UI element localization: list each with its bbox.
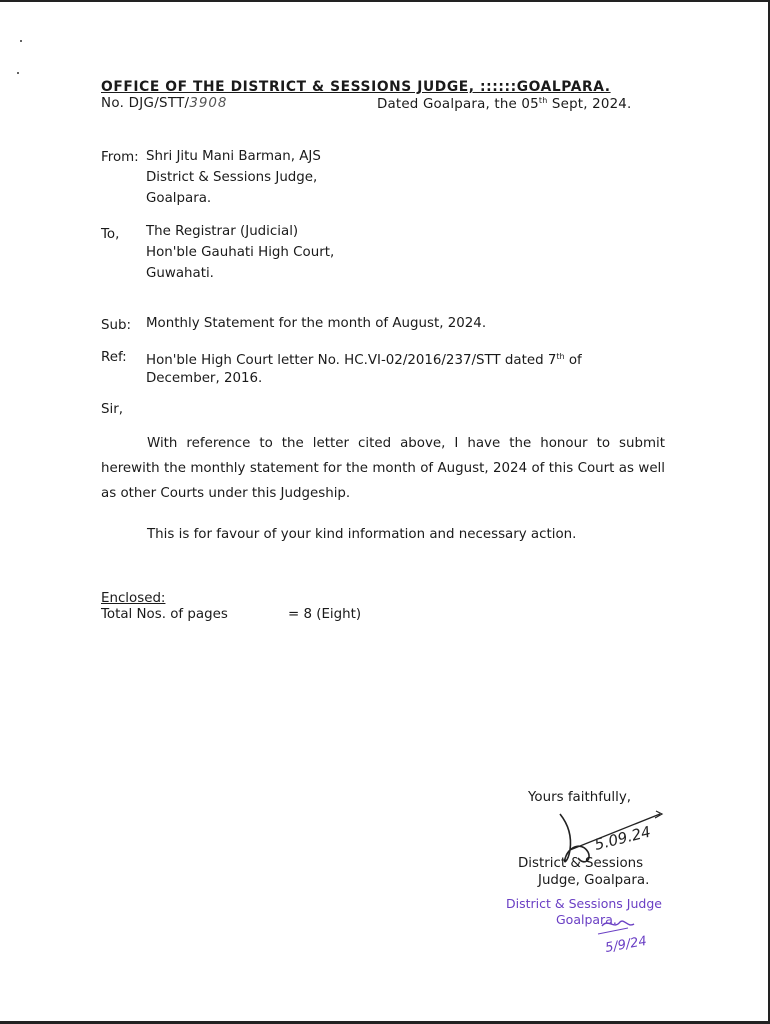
total-pages-value: = 8 (Eight)	[288, 607, 362, 622]
to-line-2: Hon'ble Gauhati High Court,	[146, 245, 335, 260]
designation-line-1: District & Sessions	[518, 856, 644, 871]
from-line-1: Shri Jitu Mani Barman, AJS	[146, 149, 321, 164]
reference-line-1-prefix: Hon'ble High Court letter No. HC.VI-02/2016/237/STT dated 7	[146, 353, 557, 368]
letter-date	[377, 96, 631, 112]
reference-line-1-suffix: of	[564, 353, 582, 368]
total-pages-label: Total Nos. of pages	[101, 607, 228, 622]
to-label: To,	[101, 227, 120, 242]
stamp-line-2: Goalpara.	[556, 912, 617, 927]
from-block	[146, 146, 321, 209]
reference-number	[101, 96, 227, 111]
reference-label: Ref:	[101, 350, 127, 365]
stamp-handwritten-date: 5/9/24	[604, 933, 648, 956]
scan-speck	[20, 40, 22, 42]
to-block	[146, 221, 334, 284]
body-paragraph-1: With reference to the letter cited above, I have the honour to submit herewith the monthly statement for the month of August, 2024 of this Court as well as other Courts under this Judgeship.	[101, 436, 665, 501]
body-paragraph-2: This is for favour of your kind information and necessary action.	[147, 527, 577, 542]
reference-block	[146, 348, 582, 388]
closing-yours-faithfully: Yours faithfully,	[528, 790, 632, 805]
reference-line-2: December, 2016.	[146, 371, 263, 386]
from-line-2: District & Sessions Judge,	[146, 170, 318, 185]
reference-line-1	[146, 348, 582, 370]
letter-date-sup: th	[538, 96, 548, 105]
enclosed-label: Enclosed:	[101, 591, 166, 606]
subject-label: Sub:	[101, 318, 131, 333]
letter-date-suffix: Sept, 2024.	[547, 97, 632, 112]
reference-sup: th	[556, 352, 565, 361]
from-label: From:	[101, 150, 139, 165]
reference-number-handwritten: 3908	[189, 96, 228, 111]
designation-line-2: Judge, Goalpara.	[538, 873, 650, 888]
salutation: Sir,	[101, 402, 123, 417]
from-line-3: Goalpara.	[146, 191, 212, 206]
signature-date: 5.09.24	[592, 822, 653, 854]
to-line-3: Guwahati.	[146, 266, 214, 281]
office-title: OFFICE OF THE DISTRICT & SESSIONS JUDGE, ::::::GOALPARA.	[101, 79, 611, 95]
subject-text: Monthly Statement for the month of August, 2024.	[146, 316, 487, 331]
stamp-initial-signature	[594, 912, 674, 960]
scan-speck	[17, 72, 19, 74]
reference-number-prefix: No. DJG/STT/	[101, 96, 190, 111]
to-line-1: The Registrar (Judicial)	[146, 224, 299, 239]
page-border-top	[0, 0, 770, 2]
stamp-line-1: District & Sessions Judge	[506, 896, 662, 911]
letter-date-prefix: Dated Goalpara, the 05	[377, 97, 539, 112]
